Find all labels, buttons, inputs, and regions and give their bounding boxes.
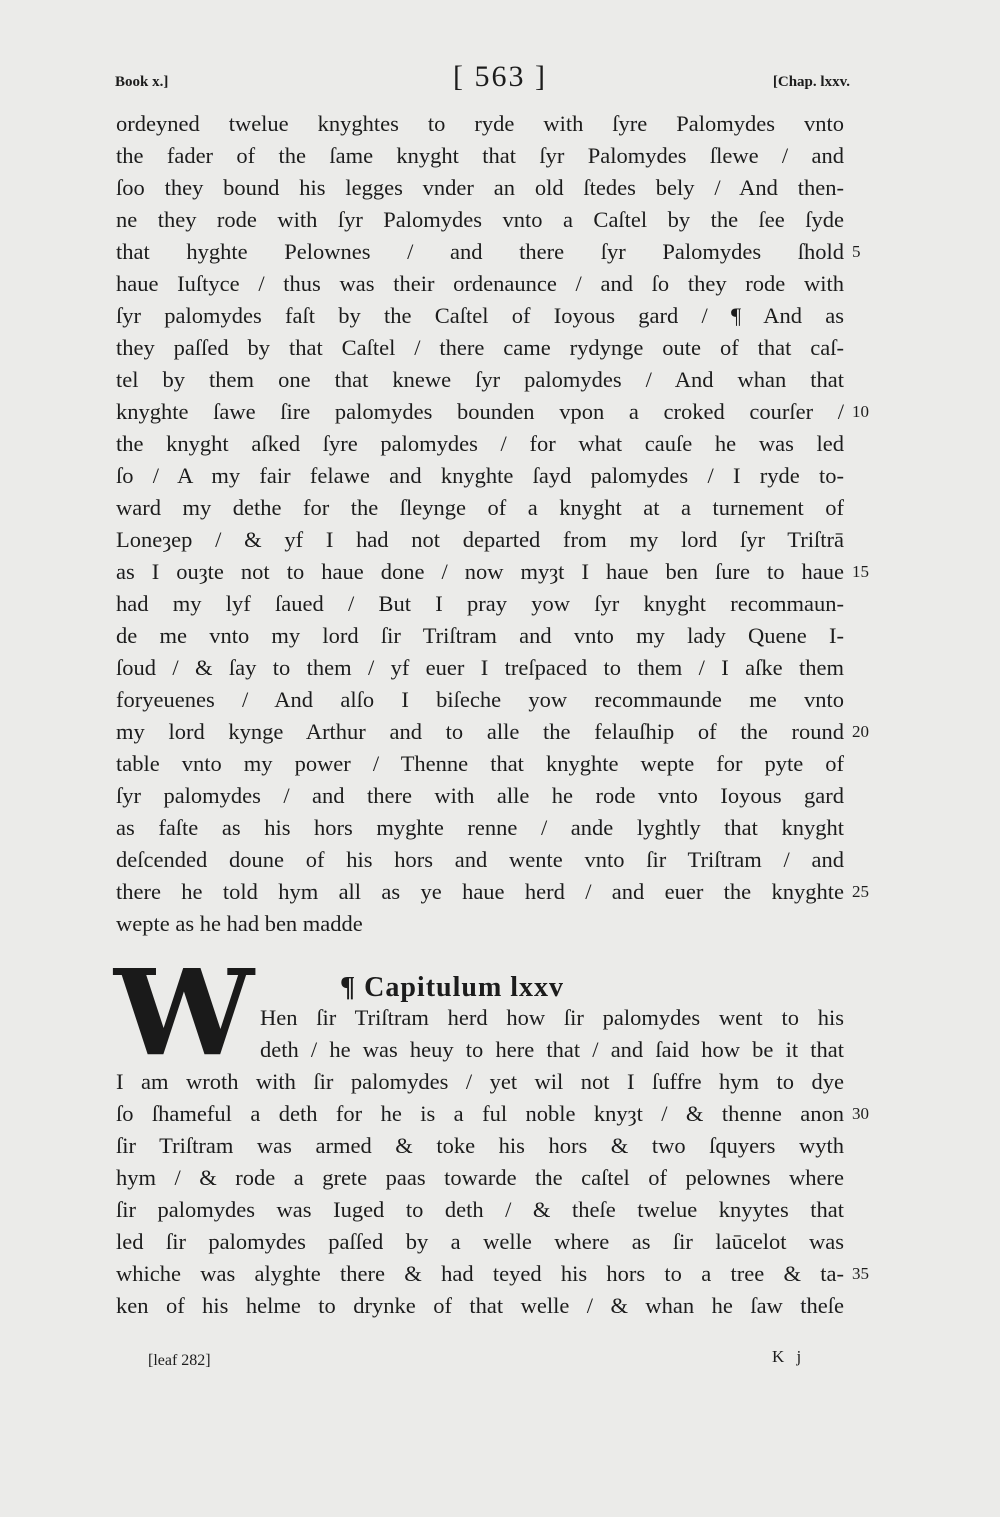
- text-line: de me vnto my lord ſir Triſtram and vnto my lady Quene I-: [116, 623, 844, 648]
- line-number: 10: [852, 402, 869, 421]
- text-line: I am wroth with ſir palomydes / yet wil not I ſuffre hym to dye: [116, 1069, 844, 1094]
- dropcap-w-ornament: [112, 962, 262, 1062]
- text-line: hym / & rode a grete paas towarde the caſtel of pelownes where: [116, 1165, 844, 1190]
- text-line: table vnto my power / Thenne that knyghte wepte for pyte of: [116, 751, 844, 776]
- text-line: knyghte ſawe ſire palomydes bounden vpon a croked courſer /: [116, 399, 844, 424]
- line-number: 25: [852, 882, 869, 901]
- text-line: my lord kynge Arthur and to alle the felauſhip of the round: [116, 719, 844, 744]
- chapter-heading: [340, 972, 564, 1004]
- text-line: whiche was alyghte there & had teyed his hors to a tree & ta-: [116, 1261, 844, 1286]
- text-line: ſyr palomydes / and there with alle he rode vnto Ioyous gard: [116, 783, 844, 808]
- text-line: the knyght aſked ſyre palomydes / for what cauſe he was led: [116, 431, 844, 456]
- line-number: 15: [852, 562, 869, 581]
- text-line: as I ouȝte not to haue done / now myȝt I haue ben ſure to haue: [116, 559, 844, 584]
- text-line: ne they rode with ſyr Palomydes vnto a Caſtel by the ſee ſyde: [116, 207, 844, 232]
- text-line: foryeuenes / And alſo I biſeche yow recommaunde me vnto: [116, 687, 844, 712]
- text-line: ſoo they bound his legges vnder an old ſtedes bely / And then-: [116, 175, 844, 200]
- text-line: as faſte as his hors myghte renne / ande lyghtly that knyght: [116, 815, 844, 840]
- footer-leaf-number: [leaf 282]: [148, 1352, 211, 1369]
- header-page-number: [ 563 ]: [453, 60, 547, 93]
- text-line: wepte as he had ben madde: [116, 911, 363, 936]
- line-number: 5: [852, 242, 861, 261]
- line-number: 30: [852, 1104, 869, 1123]
- text-line: had my lyf ſaued / But I pray yow ſyr knyght recommaun-: [116, 591, 844, 616]
- text-line: haue Iuſtyce / thus was their ordenaunce / and ſo they rode with: [116, 271, 844, 296]
- text-line: led ſir palomydes paſſed by a welle where as ſir laūcelot was: [116, 1229, 844, 1254]
- text-line: Loneȝep / & yf I had not departed from my lord ſyr Triſtrā: [116, 527, 844, 552]
- header-book: Book x.]: [115, 74, 169, 90]
- text-line: there he told hym all as ye haue herd / and euer the knyghte: [116, 879, 844, 904]
- text-line: ſoud / & ſay to them / yf euer I treſpaced to them / I aſke them: [116, 655, 844, 680]
- footer-signature-mark: K j: [772, 1347, 806, 1366]
- text-line: deth / he was heuy to here that / and ſaid how be it that: [260, 1037, 844, 1062]
- text-line: ward my dethe for the ſleynge of a knyght at a turnement of: [116, 495, 844, 520]
- text-line: ſo ſhameful a deth for he is a ful noble knyȝt / & thenne anon: [116, 1101, 844, 1126]
- text-line: Hen ſir Triſtram herd how ſir palomydes went to his: [260, 1005, 844, 1030]
- text-line: the fader of the ſame knyght that ſyr Palomydes ſlewe / and: [116, 143, 844, 168]
- text-line: ſyr palomydes faſt by the Caſtel of Ioyous gard / ¶ And as: [116, 303, 844, 328]
- text-line: ſir Triſtram was armed & toke his hors & two ſquyers wyth: [116, 1133, 844, 1158]
- header-chapter: [Chap. lxxv.: [772, 74, 850, 90]
- line-number: 35: [852, 1264, 869, 1283]
- line-number: 20: [852, 722, 869, 741]
- text-line: that hyghte Pelownes / and there ſyr Palomydes ſhold: [116, 239, 844, 264]
- pilcrow-mark: ¶: [340, 972, 357, 1003]
- dropcap-letter: W: [112, 962, 256, 1062]
- text-line: ſo / A my fair felawe and knyghte ſayd palomydes / I ryde to-: [116, 463, 844, 488]
- text-line: ſir palomydes was Iuged to deth / & theſe twelue knyytes that: [116, 1197, 844, 1222]
- text-line: ordeyned twelue knyghtes to ryde with ſyre Palomydes vnto: [116, 111, 844, 136]
- chapter-title: Capitulum lxxv: [364, 972, 565, 1003]
- text-line: tel by them one that knewe ſyr palomydes / And whan that: [116, 367, 844, 392]
- text-line: they paſſed by that Caſtel / there came rydynge oute of that caſ-: [116, 335, 844, 360]
- text-line: ken of his helme to drynke of that welle / & whan he ſaw theſe: [116, 1293, 844, 1318]
- text-line: deſcended doune of his hors and wente vnto ſir Triſtram / and: [116, 847, 844, 872]
